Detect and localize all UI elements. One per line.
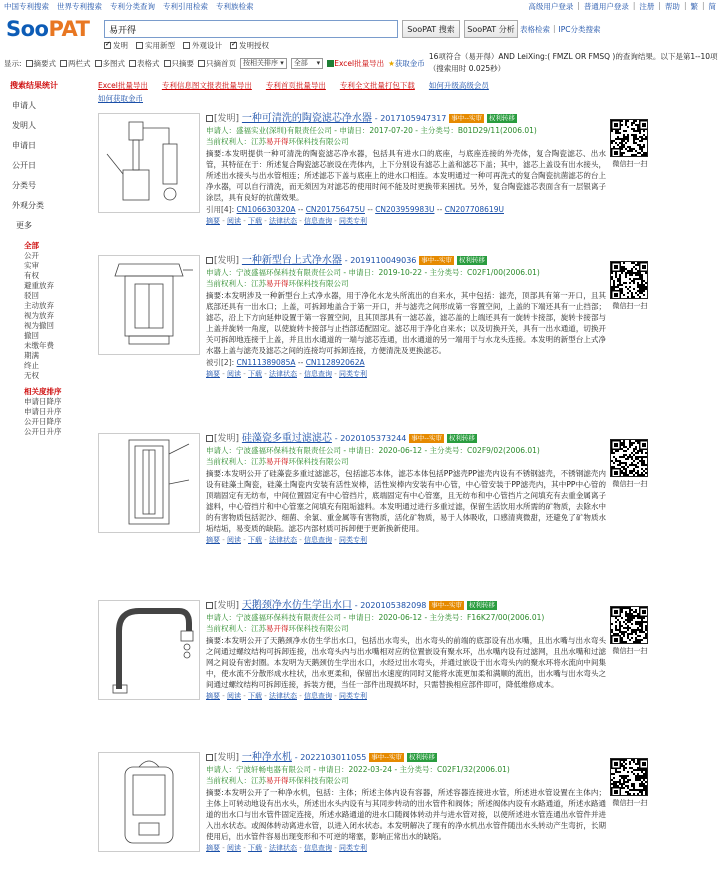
wechat-qr-code bbox=[610, 606, 648, 644]
patent-drawing-thumbnail[interactable] bbox=[98, 113, 200, 213]
current-owner: 当前权利人：江苏易开得环保科技有限公司 bbox=[206, 137, 349, 146]
get-gold-link[interactable]: 如何获取金币 bbox=[98, 94, 143, 103]
patent-number-link[interactable]: 2019110049036 bbox=[350, 256, 417, 265]
patent-drawing-thumbnail[interactable] bbox=[98, 600, 200, 700]
action-2-link[interactable]: 下载 bbox=[248, 370, 262, 378]
wechat-qr-code bbox=[610, 439, 648, 477]
sidebar bbox=[0, 74, 86, 437]
action-4-link[interactable]: 信息查询 bbox=[304, 536, 332, 544]
result-title-line: [发明] 一种可清洗的陶瓷滤芯净水器 - 2017105947317 事中--实审 权利转移 bbox=[206, 113, 606, 125]
current-owner: 当前权利人：江苏易开得环保科技有限公司 bbox=[206, 624, 349, 633]
sidebar-item-class[interactable]: 分类号 bbox=[12, 180, 36, 190]
result-body bbox=[206, 752, 606, 853]
result-actions: 摘要 - 阅读 - 下载 - 法律状态 - 信息查询 - 同类专利 bbox=[206, 692, 367, 700]
nav-family-search[interactable]: 专利族检索 bbox=[216, 2, 254, 11]
action-2-link[interactable]: 下载 bbox=[248, 692, 262, 700]
result-actions: 摘要 - 阅读 - 下载 - 法律状态 - 信息查询 - 同类专利 bbox=[206, 536, 367, 544]
view-frontpage-only[interactable]: 只摘首页 bbox=[198, 58, 236, 69]
patent-abstract: 摘要:本发明公开了天鹅颈净水仿生学出水口，包括出水弯头，出水弯头的前端的底部设有出水嘴，且出水嘴与出水弯头之间通过螺纹结构可拆卸连接，出水弯头内与出水嘴相对应的位置嵌设有聚水环，出水嘴内设有过滤网，且出水嘴和过滤网之间设有密封圈。本发明为天鹅颈仿生学出水口，水经过出水弯头，并通过嵌设于出水弯头内的聚水环将水流向中间集中，使水流不分散形成水柱状，出水更柔和，保留出水速度的同时又能将水流更加柔和满顺的流出，出水嘴与出水弯头之间通过螺纹结构可拆卸连接，拆装方便，当任一部件出现损坏时，只需替换相应部件即可，降低维修成本。 bbox=[206, 636, 606, 689]
frontpage-batch-export-link[interactable]: 专利首页批量导出 bbox=[265, 81, 326, 90]
action-1-link[interactable]: 阅读 bbox=[227, 844, 241, 852]
patent-title-link[interactable]: 一种新型台上式净水器 bbox=[241, 255, 342, 266]
action-0-link[interactable]: 摘要 bbox=[206, 370, 220, 378]
action-1-link[interactable]: 阅读 bbox=[227, 692, 241, 700]
citation-link[interactable]: CN106630320A bbox=[236, 205, 296, 214]
utility-model-checkbox[interactable] bbox=[136, 42, 143, 49]
design-checkbox[interactable] bbox=[183, 42, 190, 49]
search-button[interactable]: SooPAT 搜索 bbox=[402, 20, 460, 38]
patent-meta: 申请人：宁波盛福环保科技有限责任公司 - 申请日：2019-10-22 - 主分类号：C02F1/00(2006.01) bbox=[206, 268, 540, 277]
fulltext-download-link[interactable]: 专利全文批量打包下载 bbox=[339, 81, 415, 90]
result-title-line: [发明] 一种净水机 - 2022103011055 事中--实审 权利转移 bbox=[206, 752, 606, 764]
result-item bbox=[98, 255, 712, 431]
patent-drawing-thumbnail[interactable] bbox=[98, 433, 200, 533]
sidebar-item-pub-date[interactable]: 公开日 bbox=[12, 160, 36, 170]
result-actions: 摘要 - 阅读 - 下载 - 法律状态 - 信息查询 - 同类专利 bbox=[206, 217, 367, 225]
sort-select[interactable]: 按相关排序 ▾ bbox=[240, 58, 287, 69]
select-checkbox[interactable] bbox=[206, 754, 213, 761]
status-badge[interactable]: 事中--实审 bbox=[371, 753, 402, 761]
result-item bbox=[98, 600, 712, 750]
result-item bbox=[98, 433, 712, 598]
result-item bbox=[98, 752, 712, 882]
status-all[interactable]: 全部 bbox=[24, 241, 39, 250]
user-links: 高级用户登录 | 普通用户登录 | 注册 | 帮助 | 繁 | 简 bbox=[528, 1, 716, 11]
sidebar-item-inventor[interactable]: 发明人 bbox=[12, 120, 36, 130]
qr-caption: 微信扫一扫 bbox=[612, 302, 648, 310]
status-badge[interactable]: 事中--实审 bbox=[431, 601, 462, 609]
result-actions: 摘要 - 阅读 - 下载 - 法律状态 - 信息查询 - 同类专利 bbox=[206, 844, 367, 852]
upgrade-member-link[interactable]: 如何升级高级会员 bbox=[428, 81, 489, 90]
patent-abstract: 摘要:本发明涉及一种新型台上式净水器，用于净化水龙头所流出的自来水，其中包括：滤壳，顶部具有第一开口，且其底部还具有一出水口；上盖，可拆卸地盖合于第一开口，并与滤壳之间形成第一容置空间，上盖的下端还具有一止挡部；滤芯，沿上下方向延伸设置于第一容置空间，且其顶部具有一滤芯盖，滤芯盖的上端还具有一旋转卡接部，旋转卡接部与上盖并旋转一角度，以使旋转卡接部与止挡部适配固定。滤芯用于净化自来水；以及切换开关，具有一出水通道，切换开关可拆卸地连接于上盖，并且出水通道的一端与滤芯连通，出水通道的另一端用于与水龙头连接。本发明的新型台上式净水器上盖与滤壳及滤芯之间的连接均可拆卸连接，方便清洗及更换滤芯。 bbox=[206, 291, 606, 355]
qr-caption: 微信扫一扫 bbox=[612, 799, 648, 807]
status-item[interactable]: 避重放弃 bbox=[24, 281, 54, 290]
result-body bbox=[206, 113, 606, 226]
view-abstract[interactable]: 摘要式 bbox=[26, 58, 57, 69]
qr-caption: 微信扫一扫 bbox=[612, 647, 648, 655]
soopat-logo[interactable]: SooPAT bbox=[6, 17, 90, 41]
current-owner: 当前权利人：江苏易开得环保科技有限公司 bbox=[206, 776, 349, 785]
result-info: 16项符合（易开得）AND LeiXing:( FMZL OR FMSQ )的查询结果。以下是第1--10项（搜索用时 0.025秒） bbox=[428, 52, 718, 73]
report-batch-export-link[interactable]: 专利信息图文报表批量导出 bbox=[161, 81, 252, 90]
top-nav bbox=[4, 1, 254, 12]
sidebar-item-applicant[interactable]: 申请人 bbox=[12, 100, 36, 110]
select-checkbox[interactable] bbox=[206, 257, 213, 264]
sidebar-item-more[interactable]: 更多 bbox=[16, 220, 32, 230]
patent-meta: 申请人：宁波盛福环保科技有限责任公司 - 申请日：2020-06-12 - 主分类号：F16K27/00(2006.01) bbox=[206, 613, 545, 622]
status-item[interactable]: 驳回 bbox=[24, 291, 39, 300]
current-owner: 当前权利人：江苏易开得环保科技有限公司 bbox=[206, 457, 349, 466]
status-item[interactable]: 期满 bbox=[24, 351, 39, 360]
citation-link[interactable]: CN207708619U bbox=[444, 205, 504, 214]
status-item[interactable]: 主动放弃 bbox=[24, 301, 54, 310]
view-multi-image[interactable]: 多图式 bbox=[95, 58, 126, 69]
action-1-link[interactable]: 阅读 bbox=[227, 217, 241, 225]
result-title-line: [发明] 硅藻瓷多重过滤滤芯 - 2020105373244 事中--实审 权利转移 bbox=[206, 433, 606, 445]
result-title-line: [发明] 一种新型台上式净水器 - 2019110049036 事中--实审 权利转移 bbox=[206, 255, 606, 267]
citation-link[interactable]: CN111389085A bbox=[236, 358, 296, 367]
status-item[interactable]: 公开 bbox=[24, 251, 39, 260]
sidebar-item-design-class[interactable]: 外观分类 bbox=[12, 200, 44, 210]
result-body bbox=[206, 600, 606, 701]
sort-item[interactable]: 公开日升序 bbox=[24, 427, 62, 436]
transfer-badge[interactable]: 权利转移 bbox=[468, 601, 495, 609]
action-3-link[interactable]: 法律状态 bbox=[269, 844, 297, 852]
patent-type-filters: ✓ 发明 实用新型 外观设计 ✓ 发明授权 bbox=[104, 40, 269, 51]
display-options-row: 显示: 摘要式 两栏式 多图式 表格式 只摘要 只摘首页 按相关排序 ▾ 全部 ▾ Excel批量导出 ★获取金币 16项符合（易开得）AND LeiXing:( FMZL OR FMSQ )的查询结果。以下是第1--10项（搜索用时 0.025秒） bbox=[4, 52, 718, 73]
patent-title-link[interactable]: 一种可清洗的陶瓷滤芯净水器 bbox=[241, 113, 372, 124]
patent-abstract: 摘要:本发明公开了硅藻瓷多重过滤滤芯，包括滤芯本体，滤芯本体包括PP滤壳PP滤壳内设有不锈钢滤壳，不锈钢滤壳内设有硅藻土陶瓷，硅藻土陶瓷内安装有活性炭棒，活性炭棒内安装有中心管，中心管安装于PP滤壳内，其中PP中心管的顶端固定有无纺布，中间位置固定有中心管挡片，底端固定有中心管塞，且无纺布和中心管挡片之间填充有去重金属离子滤料，中心管挡片和中心管塞之间填充有阻垢滤料。本发明通过进行多重过滤，保留生活饮用水所需的矿物质，去除水中的有害物质包括泥沙、细菌、余氯、重金属等有害物质，活化矿物质，易于人体吸收，口感清爽微甜，还避免了矿物质水垢结垢，易变质的缺陷。滤芯内部材质可拆卸便于更新换新使用。 bbox=[206, 469, 606, 533]
patent-meta: 申请人：宁波轩畅电器有限公司 - 申请日：2022-03-24 - 主分类号：C02F1/32(2006.01) bbox=[206, 765, 510, 774]
granted-invention-checkbox[interactable] bbox=[230, 42, 237, 49]
action-0-link[interactable]: 摘要 bbox=[206, 536, 220, 544]
view-two-column[interactable]: 两栏式 bbox=[60, 58, 91, 69]
nav-world-search[interactable]: 世界专利搜索 bbox=[57, 2, 102, 11]
stats-title: 搜索结果统计 bbox=[10, 81, 58, 90]
view-abstract-only[interactable]: 只摘要 bbox=[164, 58, 195, 69]
invention-checkbox[interactable] bbox=[104, 42, 111, 49]
ipc-search-link[interactable]: IPC分类搜索 bbox=[558, 25, 601, 34]
patent-abstract: 摘要:本发明公开了一种净水机，包括：主体；所述主体内设有容器，所述容器连接进水管，所述进水管设置在主体内；主体上可转动地设有出水头，所述出水头内设有与其同步转动的出水管件和阀体；所述阀体内设有水路通道，所述水路通道的出水口与出水管件固定连接，所述水路通道的进水口随阀体转动并与进水管对接，以使所述进水管连通出水管件并进入出水状态。或阀体转动离进水管，以进入闭水状态。本发明解决了现有的净水机出水管件随出水头转动产生弯折，长期使用后，出水管件容易出现变形和不可逆的堵塞，影响正常出水的缺陷。 bbox=[206, 788, 606, 841]
action-1-link[interactable]: 阅读 bbox=[227, 370, 241, 378]
patent-number-link[interactable]: 2017105947317 bbox=[380, 114, 447, 123]
action-0-link[interactable]: 摘要 bbox=[206, 692, 220, 700]
action-3-link[interactable]: 法律状态 bbox=[269, 692, 297, 700]
action-4-link[interactable]: 信息查询 bbox=[304, 217, 332, 225]
search-input[interactable]: 易开得 bbox=[104, 20, 398, 38]
patent-drawing-thumbnail[interactable] bbox=[98, 255, 200, 355]
action-2-link[interactable]: 下载 bbox=[248, 844, 262, 852]
patent-abstract: 摘要:本发明提供一种可清洗的陶瓷滤芯净水器，包括具有进水口的底座，与底座连接的外壳体，复合陶瓷滤芯、出水管，其特征在于：所述复合陶瓷滤芯嵌设在壳体内，上下分别设有滤芯上盖和滤芯下盖；其中，滤芯上盖设有出水接头，所述出水接头与出水管相连；所述滤芯下盖与底座上的进水口相连。本发明通过一种可再洗式的复合陶瓷抗菌滤芯的台上净水器，可以自行清洗，而无须因为对滤芯的使用时间不能及时更换带来困扰。另外，复合陶瓷滤芯表面含有一层银离子涂层，具有良好的抗菌效果。 bbox=[206, 149, 606, 202]
range-select[interactable]: 全部 ▾ bbox=[291, 58, 323, 69]
result-item bbox=[98, 113, 712, 253]
excel-export-link[interactable]: Excel批量导出 bbox=[327, 58, 384, 69]
nav-cn-search[interactable]: 中国专利搜索 bbox=[4, 2, 49, 11]
result-body bbox=[206, 255, 606, 379]
action-4-link[interactable]: 信息查询 bbox=[304, 692, 332, 700]
citations: 被引[2]: CN111389085A -- CN112892062A bbox=[206, 358, 365, 367]
sort-item[interactable]: 公开日降序 bbox=[24, 417, 62, 426]
citation-link[interactable]: CN201756475U bbox=[305, 205, 365, 214]
result-actions: 摘要 - 阅读 - 下载 - 法律状态 - 信息查询 - 同类专利 bbox=[206, 370, 367, 378]
status-item[interactable]: 无权 bbox=[24, 371, 39, 380]
citation-link[interactable]: CN203959983U bbox=[375, 205, 435, 214]
qr-caption: 微信扫一扫 bbox=[612, 480, 648, 488]
status-badge[interactable]: 事中--实审 bbox=[451, 114, 482, 122]
register-link[interactable]: 注册 bbox=[639, 2, 655, 11]
wechat-qr-code bbox=[610, 119, 648, 157]
result-body bbox=[206, 433, 606, 545]
status-item[interactable]: 撤回 bbox=[24, 331, 39, 340]
action-5-link[interactable]: 同类专利 bbox=[339, 370, 367, 378]
action-4-link[interactable]: 信息查询 bbox=[304, 844, 332, 852]
table-search-link[interactable]: 表格检索 bbox=[520, 25, 550, 34]
patent-title-link[interactable]: 一种净水机 bbox=[241, 752, 292, 763]
help-link[interactable]: 帮助 bbox=[664, 2, 680, 11]
simplified-link[interactable]: 简 bbox=[708, 2, 716, 11]
action-3-link[interactable]: 法律状态 bbox=[269, 536, 297, 544]
status-item[interactable]: 有权 bbox=[24, 271, 39, 280]
patent-number-link[interactable]: 2020105382098 bbox=[360, 601, 427, 610]
status-item[interactable]: 实审 bbox=[24, 261, 39, 270]
status-item[interactable]: 视为撤回 bbox=[24, 321, 54, 330]
citations: 引用[4]: CN106630320A -- CN201756475U -- CN203959983U -- CN207708619U bbox=[206, 205, 504, 214]
export-links bbox=[98, 80, 538, 104]
transfer-badge[interactable]: 权利转移 bbox=[458, 256, 485, 264]
current-owner: 当前权利人：江苏易开得环保科技有限公司 bbox=[206, 279, 349, 288]
traditional-link[interactable]: 繁 bbox=[690, 2, 698, 11]
action-3-link[interactable]: 法律状态 bbox=[269, 217, 297, 225]
status-badge[interactable]: 事中--实审 bbox=[411, 434, 442, 442]
gold-link[interactable]: ★获取金币 bbox=[388, 58, 425, 68]
action-4-link[interactable]: 信息查询 bbox=[304, 370, 332, 378]
view-table[interactable]: 表格式 bbox=[129, 58, 160, 69]
select-checkbox[interactable] bbox=[206, 435, 213, 442]
transfer-badge[interactable]: 权利转移 bbox=[448, 434, 475, 442]
action-0-link[interactable]: 摘要 bbox=[206, 217, 220, 225]
status-badge[interactable]: 事中--实审 bbox=[421, 256, 452, 264]
transfer-badge[interactable]: 权利转移 bbox=[488, 114, 515, 122]
action-5-link[interactable]: 同类专利 bbox=[339, 692, 367, 700]
sort-item[interactable]: 申请日降序 bbox=[24, 397, 62, 406]
patent-number-link[interactable]: 2020105373244 bbox=[340, 434, 407, 443]
star-icon: ★ bbox=[388, 58, 395, 68]
action-5-link[interactable]: 同类专利 bbox=[339, 844, 367, 852]
action-2-link[interactable]: 下载 bbox=[248, 217, 262, 225]
select-checkbox[interactable] bbox=[206, 115, 213, 122]
transfer-badge[interactable]: 权利转移 bbox=[408, 753, 435, 761]
patent-number-link[interactable]: 2022103011055 bbox=[300, 753, 367, 762]
patent-meta: 申请人：盛福实业(深圳)有限责任公司 - 申请日：2017-07-20 - 主分类号：B01D29/11(2006.01) bbox=[206, 126, 537, 135]
status-item[interactable]: 终止 bbox=[24, 361, 39, 370]
action-1-link[interactable]: 阅读 bbox=[227, 536, 241, 544]
patent-drawing-thumbnail[interactable] bbox=[98, 752, 200, 852]
action-0-link[interactable]: 摘要 bbox=[206, 844, 220, 852]
result-title-line: [发明] 天鹅颈净水仿生学出水口 - 2020105382098 事中--实审 权利转移 bbox=[206, 600, 606, 612]
patent-meta: 申请人：宁波盛福环保科技有限责任公司 - 申请日：2020-06-12 - 主分类号：C02F9/02(2006.01) bbox=[206, 446, 540, 455]
status-item[interactable]: 视为放弃 bbox=[24, 311, 54, 320]
excel-batch-export-link[interactable]: Excel批量导出 bbox=[98, 81, 148, 90]
top-bar bbox=[0, 0, 720, 13]
nav-citation-search[interactable]: 专利引用检索 bbox=[163, 2, 208, 11]
action-5-link[interactable]: 同类专利 bbox=[339, 217, 367, 225]
wechat-qr-code bbox=[610, 261, 648, 299]
action-5-link[interactable]: 同类专利 bbox=[339, 536, 367, 544]
qr-caption: 微信扫一扫 bbox=[612, 160, 648, 168]
normal-login-link[interactable]: 普通用户登录 bbox=[583, 2, 629, 11]
wechat-qr-code bbox=[610, 758, 648, 796]
advanced-login-link[interactable]: 高级用户登录 bbox=[528, 2, 574, 11]
analyze-button[interactable]: SooPAT 分析 bbox=[464, 20, 518, 38]
action-3-link[interactable]: 法律状态 bbox=[269, 370, 297, 378]
citation-link[interactable]: CN112892062A bbox=[305, 358, 365, 367]
patent-title-link[interactable]: 硅藻瓷多重过滤滤芯 bbox=[241, 433, 332, 444]
select-checkbox[interactable] bbox=[206, 602, 213, 609]
nav-class-query[interactable]: 专利分类查询 bbox=[110, 2, 155, 11]
tool-links: 表格检索 | IPC分类搜索 bbox=[520, 24, 601, 34]
status-item[interactable]: 未缴年费 bbox=[24, 341, 54, 350]
sort-item[interactable]: 申请日升序 bbox=[24, 407, 62, 416]
sort-relevance[interactable]: 相关度排序 bbox=[24, 387, 62, 396]
patent-title-link[interactable]: 天鹅颈净水仿生学出水口 bbox=[241, 600, 352, 611]
sidebar-item-apply-date[interactable]: 申请日 bbox=[12, 140, 36, 150]
action-2-link[interactable]: 下载 bbox=[248, 536, 262, 544]
